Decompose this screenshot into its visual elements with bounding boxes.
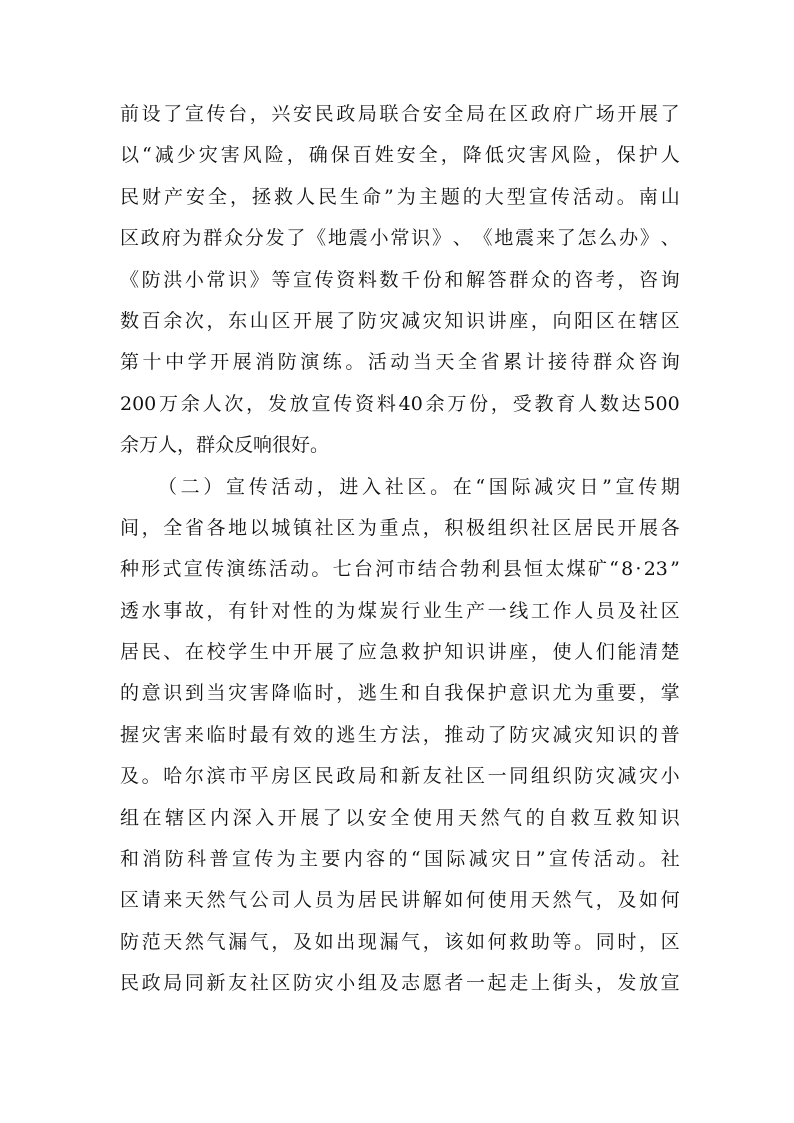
- body-text: [120, 94, 680, 1005]
- text-line: 第 十 中 学 开 展 消 防 演 练 。 活 动 当 天 全 省 累 计 接 待 群 众 咨 询: [120, 351, 680, 374]
- text-line: 《 防 洪 小 常 识 》 等 宣 传 资 料 数 千 份 和 解 答 群 众 的 咨 考 ， 咨 询: [120, 268, 680, 291]
- text-line: 防 范 天 然 气 漏 气 ， 及 如 出 现 漏 气 ， 该 如 何 救 助 等 。 同 时 ， 区: [120, 930, 680, 953]
- text-line: 居 民 、 在 校 学 生 中 开 展 了 应 急 救 护 知 识 讲 座 ， 使 人 们 能 清 楚: [120, 641, 680, 664]
- text-line: 组 在 辖 区 内 深 入 开 展 了 以 安 全 使 用 天 然 气 的 自 救 互 救 知 识: [120, 806, 680, 829]
- text-line: 以 “ 减 少 灾 害 风 险 ， 确 保 百 姓 安 全 ， 降 低 灾 害 风 险 ， 保 护 人: [120, 144, 680, 167]
- text-line: 区 请 来 天 然 气 公 司 人 员 为 居 民 讲 解 如 何 使 用 天 然 气 ， 及 如 何: [120, 889, 680, 912]
- text-line: 种 形 式 宣 传 演 练 活 动 。 七 台 河 市 结 合 勃 利 县 恒 太 煤 矿 “ 8 · 23 ”: [120, 558, 680, 581]
- text-line: 余万人，群众反响很好。: [120, 434, 330, 457]
- text-line: 200 万 余 人 次 ， 发 放 宣 传 资 料 40 余 万 份 ， 受 教 育 人 数 达 500: [120, 392, 680, 415]
- text-line: （ 二 ） 宣 传 活 动 ， 进 入 社 区 。 在 “ 国 际 减 灾 日 ” 宣 传 期: [158, 475, 680, 498]
- text-line: 区 政 府 为 群 众 分 发 了 《 地 震 小 常 识 》 、 《 地 震 来 了 怎 么 办 》 、: [120, 227, 680, 250]
- text-line: 前 设 了 宣 传 台 ， 兴 安 民 政 局 联 合 安 全 局 在 区 政 府 广 场 开 展 了: [120, 103, 680, 125]
- text-line: 民 政 局 同 新 友 社 区 防 灾 小 组 及 志 愿 者 一 起 走 上 街 头 ， 发 放 宣: [120, 972, 680, 995]
- text-line: 间 ， 全 省 各 地 以 城 镇 社 区 为 重 点 ， 积 极 组 织 社 区 居 民 开 展 各: [120, 516, 680, 539]
- text-line: 及 。 哈 尔 滨 市 平 房 区 民 政 局 和 新 友 社 区 一 同 组 织 防 灾 减 灾 小: [120, 765, 680, 788]
- text-line: 民 财 产 安 全 ， 拯 救 人 民 生 命 ” 为 主 题 的 大 型 宣 传 活 动 。 南 山: [120, 185, 680, 208]
- text-line: 和 消 防 科 普 宣 传 为 主 要 内 容 的 “ 国 际 减 灾 日 ” 宣 传 活 动 。 社: [120, 848, 680, 871]
- text-line: 握 灾 害 来 临 时 最 有 效 的 逃 生 方 法 ， 推 动 了 防 灾 减 灾 知 识 的 普: [120, 723, 680, 746]
- text-line: 的 意 识 到 当 灾 害 降 临 时 ， 逃 生 和 自 我 保 护 意 识 尤 为 重 要 ， 掌: [120, 682, 680, 705]
- text-line: 数 百 余 次 ， 东 山 区 开 展 了 防 灾 减 灾 知 识 讲 座 ， 向 阳 区 在 辖 区: [120, 309, 680, 332]
- text-line: 透 水 事 故 ， 有 针 对 性 的 为 煤 炭 行 业 生 产 一 线 工 作 人 员 及 社 区: [120, 599, 680, 622]
